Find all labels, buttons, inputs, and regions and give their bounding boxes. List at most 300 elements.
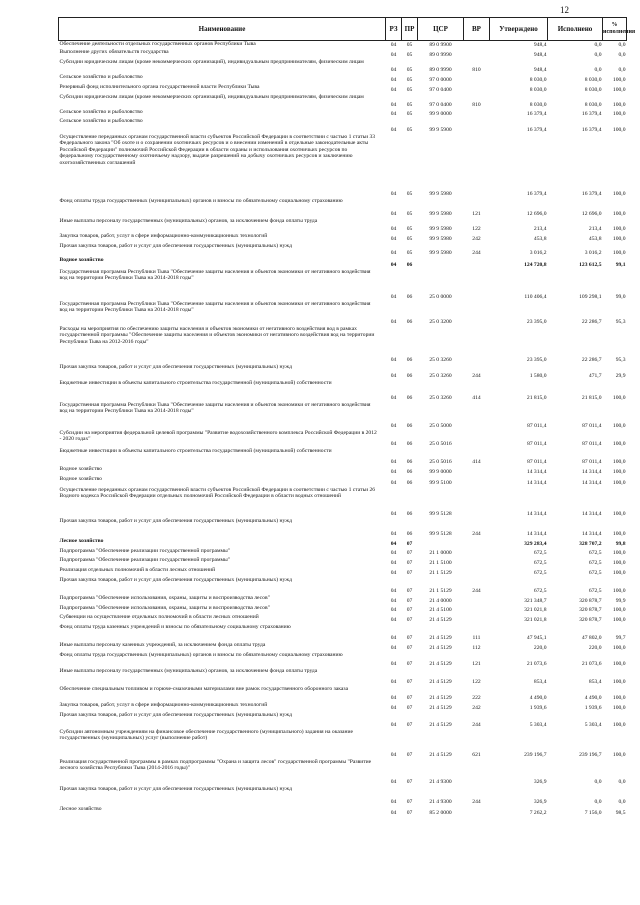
cell-csr: 89 0 9990 [429,66,452,73]
cell-executed: 0,0 [594,41,602,48]
table-row [59,642,627,652]
cell-executed: 320 878,7 [579,616,602,623]
cell-rz: 04 [390,372,397,379]
cell-rz: 04 [390,616,397,623]
cell-executed: 320 878,7 [579,597,602,604]
table-row [59,74,627,84]
cell-approved: 220,0 [533,644,547,651]
cell-approved: 124 720,8 [524,261,547,268]
cell-executed: 14 314,4 [581,510,602,517]
cell-vr: 244 [472,249,481,256]
cell-pct: 95,3 [615,356,626,363]
cell-vr: 414 [472,458,481,465]
table-row [59,118,627,134]
cell-rz: 04 [390,458,397,465]
cell-csr [418,257,464,269]
cell-pr: 06 [406,468,413,475]
cell-name: Водное хозяйство [59,465,102,472]
cell-pr: 07 [406,540,413,547]
cell-pct: 100,0 [612,549,626,556]
table-row [59,326,627,364]
table-row [59,806,627,817]
cell-vr [464,74,490,84]
cell-rz: 04 [390,606,397,613]
cell-name: Обеспечение деятельности отдельных государственных органов Республики Тыва [59,41,256,47]
table-row [59,518,627,538]
cell-executed: 22 286,7 [581,356,602,363]
budget-table [58,17,636,817]
cell-rz: 04 [390,778,397,785]
cell-rz: 04 [390,694,397,701]
cell-name: Прочая закупка товаров, работ и услуг для обеспечения государственных (муниципальных) нужд [59,711,292,718]
cell-executed: 239 196,7 [579,751,602,758]
cell-rz: 04 [390,422,397,429]
cell-pr: 07 [406,809,413,816]
cell-name: Подпрограмма "Обеспечение использования, охраны, защиты и воспроизводства лесов" [59,604,270,611]
cell-pct: 99,7 [615,634,626,641]
cell-pct: 100,0 [612,721,626,728]
table-row [59,548,627,557]
cell-pr: 05 [406,210,413,217]
cell-vr [464,759,490,786]
cell-executed: 672,5 [588,559,602,566]
cell-pct: 0,0 [618,798,626,805]
cell-rz: 04 [390,721,397,728]
cell-vr [464,466,490,476]
cell-pct: 100,0 [612,694,626,701]
cell-vr: 242 [472,704,481,711]
cell-approved: 87 011,4 [527,422,547,429]
table-row [59,729,627,759]
table-row [59,430,627,448]
cell-csr: 99 9 0000 [429,468,452,475]
cell-approved: 853,4 [533,678,547,685]
cell-name: Выполнение других обязательств государства [59,48,169,55]
table-row [59,567,627,577]
cell-pr: 06 [406,510,413,517]
table-row [59,109,627,118]
cell-name: Бюджетные инвестиции в объекты капитального строительства государственной (муниципальной) собственности [59,379,332,386]
cell-executed: 3 016,2 [584,249,602,256]
cell-approved: 47 945,1 [526,634,547,641]
cell-executed: 5 303,4 [584,721,602,728]
cell-approved: 14 314,4 [526,468,547,475]
table-row [59,233,627,243]
cell-name: Иные выплаты персоналу казенных учреждений, за исключением фонда оплаты труда [59,641,266,648]
header-vr: ВР [464,18,490,41]
cell-name: Подпрограмма "Обеспечение использования, охраны, защиты и воспроизводства лесов" [59,594,270,601]
table-row [59,448,627,466]
cell-rz: 04 [390,510,397,517]
cell-pct: 100,0 [612,458,626,465]
cell-rz: 04 [390,540,397,547]
cell-vr [464,301,490,326]
cell-approved: 8 030,0 [529,86,547,93]
cell-approved: 672,5 [533,559,547,566]
cell-executed: 853,4 [588,678,602,685]
cell-name: Субсидии автономным учреждениям на финансовое обеспечение государственного (муниципального) задания на оказание государственных (муниципальных) услуг (выполнение работ) [59,728,353,742]
cell-name: Закупка товаров, работ, услуг в сфере информационно-коммуникационных технологий [59,232,268,239]
cell-approved: 21 815,0 [526,394,547,401]
cell-approved: 21 073,6 [526,660,547,667]
cell-approved: 213,4 [533,225,547,232]
cell-rz: 04 [390,110,397,117]
cell-rz: 04 [390,261,397,268]
cell-name: Прочая закупка товаров, работ и услуг для обеспечения государственных (муниципальных) нужд [59,363,292,370]
cell-rz: 04 [390,597,397,604]
cell-approved: 672,5 [533,569,547,576]
cell-csr: 99 9 5980 [429,249,452,256]
cell-pr: 07 [406,606,413,613]
cell-vr [464,614,490,624]
cell-csr: 99 9 5980 [429,235,452,242]
cell-vr: 810 [472,66,481,73]
cell-name: Сельское хозяйство и рыболовство [59,73,143,80]
cell-vr: 122 [472,678,481,685]
cell-vr [464,109,490,118]
cell-pct: 100,0 [612,587,626,594]
cell-csr: 25 0 3260 [429,372,452,379]
cell-pr: 06 [406,422,413,429]
cell-name: Осуществление переданных органам государственной власти субъектов Российской Федерации в соответствии с частью 1 статьи 26 Водного кодекса Российской Федерации отдельных полномочий Российской Федерации в области водных отношений [59,486,376,500]
cell-pr: 06 [406,479,413,486]
cell-csr: 99 9 5980 [429,190,452,197]
cell-pr: 07 [406,559,413,566]
cell-name: Лесное хозяйство [59,805,102,812]
cell-rz: 04 [390,225,397,232]
cell-rz: 04 [390,249,397,256]
cell-rz: 04 [390,318,397,325]
table-row [59,364,627,380]
cell-csr: 21 4 5129 [429,704,452,711]
cell-name: Сельское хозяйство и рыболовство [59,117,143,124]
cell-executed: 87 011,4 [582,458,602,465]
cell-approved: 87 011,4 [527,440,547,447]
cell-pr: 07 [406,678,413,685]
table-row [59,218,627,233]
cell-pct: 100,0 [612,616,626,623]
cell-approved: 5 303,4 [529,721,547,728]
cell-pr: 05 [406,66,413,73]
cell-pct: 100,0 [612,76,626,83]
cell-executed: 87 011,4 [582,422,602,429]
cell-rz: 04 [390,587,397,594]
cell-name: Реализация государственной программы в рамках подпрограммы "Охрана и защита лесов" государственной программы "Развитие лесного хозяйства Республики Тыва (2014-2016 годы)" [59,758,372,772]
cell-csr: 89 0 9990 [429,51,452,58]
cell-pct: 100,0 [612,751,626,758]
cell-name: Водное хозяйство [59,475,102,482]
cell-rz: 04 [390,468,397,475]
cell-pct: 0,0 [618,778,626,785]
cell-executed: 213,4 [588,225,602,232]
header-pr: ПР [402,18,418,41]
cell-pct: 100,0 [612,468,626,475]
cell-vr [464,538,490,548]
cell-executed: 453,8 [588,235,602,242]
cell-pr: 05 [406,235,413,242]
cell-approved: 948,4 [533,66,547,73]
cell-approved: 7 262,2 [529,809,547,816]
cell-executed: 8 030,0 [584,76,602,83]
cell-executed: 14 314,4 [581,530,602,537]
table-row [59,668,627,686]
cell-name: Бюджетные инвестиции в объекты капитального строительства государственной (муниципальной) собственности [59,447,332,454]
cell-rz: 04 [390,235,397,242]
cell-approved: 326,9 [533,778,547,785]
cell-approved: 453,8 [533,235,547,242]
cell-executed: 109 298,1 [579,293,602,300]
cell-pr: 07 [406,644,413,651]
table-row [59,243,627,257]
cell-pr: 05 [406,190,413,197]
cell-executed: 22 286,7 [581,318,602,325]
cell-name: Субсидии юридическим лицам (кроме некоммерческих организаций), индивидуальным предпринимателям, физическим лицам [59,93,364,100]
cell-pct: 100,0 [612,530,626,537]
header-csr: ЦСР [418,18,464,41]
cell-pct: 100,0 [612,440,626,447]
table-row [59,786,627,806]
cell-rz: 04 [390,569,397,576]
cell-pct: 0,0 [618,51,626,58]
cell-rz: 04 [390,41,397,48]
table-row [59,652,627,668]
cell-rz: 04 [390,86,397,93]
cell-vr [464,605,490,614]
cell-pr: 07 [406,597,413,604]
cell-approved: 326,9 [533,798,547,805]
cell-pct: 100,0 [612,569,626,576]
cell-pct: 100,0 [612,210,626,217]
cell-vr: 121 [472,660,481,667]
cell-name: Фонд оплаты труда казенных учреждений и взносы по обязательному социальному страхованию [59,623,291,630]
cell-executed: 328 707,2 [579,540,602,547]
cell-vr [464,84,490,94]
cell-pr: 06 [406,293,413,300]
cell-name: Прочая закупка товаров, работ и услуг для обеспечения государственных (муниципальных) нужд [59,785,292,792]
cell-executed: 47 802,0 [581,634,602,641]
table-row [59,301,627,326]
table-row [59,686,627,702]
cell-pr: 05 [406,249,413,256]
cell-rz: 04 [390,660,397,667]
cell-executed: 1 939,6 [584,704,602,711]
cell-executed: 16 379,4 [581,190,602,197]
cell-csr: 21 4 5129 [429,634,452,641]
table-header [59,18,627,41]
cell-pr: 07 [406,616,413,623]
cell-rz: 04 [390,644,397,651]
table-row [59,257,627,269]
cell-executed: 16 379,4 [581,126,602,133]
cell-pr: 07 [406,778,413,785]
cell-executed: 8 030,0 [584,86,602,93]
page-number: 12 [560,5,569,15]
cell-rz: 04 [390,210,397,217]
cell-vr: 242 [472,235,481,242]
cell-rz: 04 [390,798,397,805]
cell-csr: 21 1 0000 [429,549,452,556]
cell-approved: 8 030,0 [529,76,547,83]
cell-rz: 04 [390,751,397,758]
cell-name: Резервный фонд исполнительного органа государственной власти Республики Тыва [59,83,260,90]
cell-vr: 244 [472,530,481,537]
cell-pr: 06 [406,440,413,447]
cell-pct: 100,0 [612,644,626,651]
cell-csr [418,538,464,548]
header-percent: % исполнения [603,18,627,41]
cell-csr: 21 4 5129 [429,660,452,667]
cell-name: Водное хозяйство [59,256,104,263]
cell-vr [464,134,490,198]
cell-csr: 21 1 5129 [429,569,452,576]
table-row [59,759,627,786]
cell-pct: 100,0 [612,86,626,93]
cell-csr: 25 0 3260 [429,356,452,363]
cell-pct: 100,0 [612,126,626,133]
cell-approved: 1 580,0 [529,372,547,379]
cell-vr [464,326,490,364]
table-row [59,402,627,430]
cell-csr: 21 1 5100 [429,559,452,566]
cell-pr: 07 [406,634,413,641]
cell-pr: 05 [406,126,413,133]
table-row [59,702,627,712]
cell-pr: 07 [406,587,413,594]
cell-approved: 16 379,4 [526,126,547,133]
cell-rz: 04 [390,293,397,300]
cell-vr: 112 [472,644,481,651]
cell-csr: 21 4 9300 [429,778,452,785]
cell-vr [464,257,490,269]
cell-approved: 672,5 [533,549,547,556]
table-row [59,624,627,642]
cell-csr: 21 4 9300 [429,798,452,805]
cell-approved: 329 283,4 [524,540,547,547]
cell-pct: 100,0 [612,225,626,232]
cell-executed: 7 156,0 [584,809,602,816]
cell-pct: 100,0 [612,559,626,566]
cell-executed: 8 030,0 [584,101,602,108]
cell-pct: 95,3 [615,318,626,325]
cell-vr: 244 [472,798,481,805]
cell-rz: 04 [390,51,397,58]
cell-approved: 8 030,0 [529,101,547,108]
cell-rz: 04 [390,356,397,363]
cell-pr: 06 [406,458,413,465]
cell-rz: 04 [390,440,397,447]
cell-approved: 321 348,7 [524,597,547,604]
cell-executed: 14 314,4 [581,479,602,486]
cell-pr: 05 [406,101,413,108]
cell-vr [464,806,490,817]
cell-csr: 21 4 5129 [429,616,452,623]
cell-approved: 321 021,8 [524,616,547,623]
cell-name: Прочая закупка товаров, работ и услуг для обеспечения государственных (муниципальных) нужд [59,517,292,524]
cell-executed: 4 490,0 [584,694,602,701]
cell-csr: 25 0 3200 [429,318,452,325]
cell-pr: 05 [406,76,413,83]
cell-name: Подпрограмма "Обеспечение реализации государственной программы" [59,547,231,554]
table-row [59,59,627,74]
cell-pct: 29,9 [615,372,626,379]
cell-executed: 672,5 [588,569,602,576]
cell-csr: 21 4 5129 [429,678,452,685]
cell-name: Прочая закупка товаров, работ и услуг для обеспечения государственных (муниципальных) нужд [59,576,292,583]
cell-name: Расходы на мероприятия по обеспечению защиты населения и объектов экономики от негативного воздействия вод в рамках государственной программы "Обеспечение защиты населения и объектов экономики от негативного воздействия вод на территории Республики Тыва на 2012-2016 годы" [59,325,375,345]
cell-name: Государственная программа Республики Тыва "Обеспечение защиты населения и объектов экономики от негативного воздействия вод на территории Республики Тыва на 2014-2018 годы" [59,268,371,282]
cell-executed: 0,0 [594,66,602,73]
cell-pr: 05 [406,41,413,48]
cell-pct: 100,0 [612,235,626,242]
cell-csr: 21 4 5129 [429,694,452,701]
cell-pct: 99,8 [615,540,626,547]
cell-csr: 99 9 5900 [429,126,452,133]
cell-vr: 244 [472,587,481,594]
cell-name: Обеспечение специальным топливом и горюче-смазочными материалами вне рамок государственного оборонного заказа [59,685,349,692]
cell-executed: 672,5 [588,549,602,556]
cell-approved: 948,4 [533,51,547,58]
cell-approved: 16 379,4 [526,190,547,197]
cell-pr: 06 [406,261,413,268]
header-name: Наименование [59,18,386,41]
cell-executed: 320 878,7 [579,606,602,613]
cell-rz: 04 [390,559,397,566]
cell-pr: 06 [406,372,413,379]
cell-pct: 100,0 [612,190,626,197]
cell-approved: 23 395,0 [526,318,547,325]
cell-csr: 99 9 5128 [429,530,452,537]
table-row [59,487,627,518]
cell-vr [464,402,490,430]
cell-vr: 111 [472,634,481,641]
cell-vr [464,430,490,448]
cell-vr [464,595,490,605]
cell-approved: 110 406,4 [524,293,547,300]
cell-executed: 672,5 [588,587,602,594]
cell-csr: 89 0 9900 [429,41,452,48]
cell-pr: 06 [406,318,413,325]
cell-csr: 21 4 5100 [429,606,452,613]
cell-csr: 97 0 0400 [429,86,452,93]
cell-vr: 244 [472,372,481,379]
header-approved: Утверждено [490,18,548,41]
cell-pct: 100,0 [612,110,626,117]
table-row [59,84,627,94]
cell-vr: 810 [472,101,481,108]
table-row [59,605,627,614]
cell-csr: 99 9 5100 [429,479,452,486]
table-row [59,134,627,198]
cell-csr: 21 4 0000 [429,597,452,604]
cell-csr: 99 9 5128 [429,510,452,517]
cell-name: Субсидии юридическим лицам (кроме некоммерческих организаций), индивидуальным предпринимателям, физическим лицам [59,58,364,65]
table-row [59,94,627,109]
cell-rz: 04 [390,479,397,486]
cell-pct: 100,0 [612,704,626,711]
cell-vr: 121 [472,210,481,217]
cell-executed: 87 011,4 [582,440,602,447]
table-row [59,41,627,49]
cell-pr: 07 [406,569,413,576]
cell-vr [464,49,490,59]
cell-pct: 99,0 [615,293,626,300]
table-row [59,577,627,595]
cell-pct: 100,0 [612,101,626,108]
cell-name: Государственная программа Республики Тыва "Обеспечение защиты населения и объектов экономики от негативного воздействия вод на территории Республики Тыва на 2014-2018 годы" [59,300,371,314]
cell-executed: 0,0 [594,798,602,805]
cell-approved: 1 939,6 [529,704,547,711]
table-row [59,269,627,301]
